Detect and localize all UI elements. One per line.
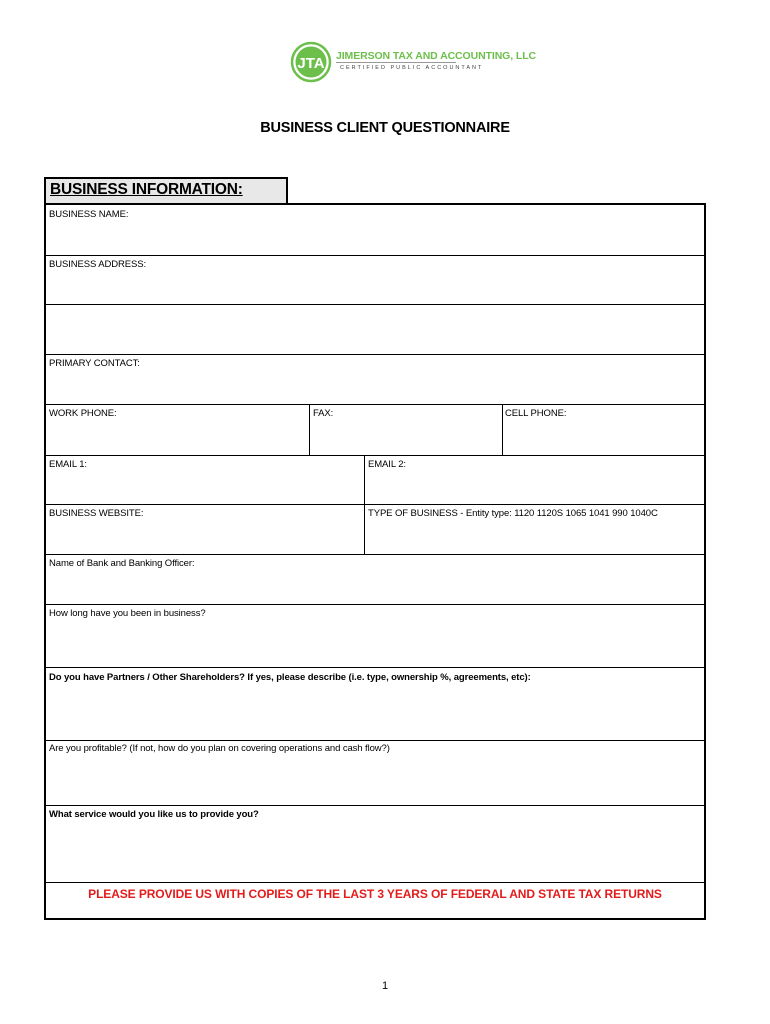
how-long-label: How long have you been in business? — [49, 608, 206, 619]
partners-label: Do you have Partners / Other Shareholders? If yes, please describe (i.e. type, ownership %, agreements, etc): — [49, 672, 531, 683]
email-2-label: EMAIL 2: — [368, 459, 406, 470]
primary-contact-label: PRIMARY CONTACT: — [49, 358, 140, 369]
divider — [46, 667, 704, 668]
tax-returns-notice: PLEASE PROVIDE US WITH COPIES OF THE LAST 3 YEARS OF FEDERAL AND STATE TAX RETURNS — [88, 887, 662, 901]
divider — [364, 455, 365, 555]
logo-company-name: JIMERSON TAX AND ACCOUNTING, LLC — [336, 50, 536, 62]
profitable-label: Are you profitable? (If not, how do you plan on covering operations and cash flow?) — [49, 743, 390, 754]
divider — [46, 554, 704, 555]
divider — [46, 805, 704, 806]
cell-phone-label: CELL PHONE: — [505, 408, 567, 419]
logo-monogram: JTA — [297, 55, 325, 72]
divider — [46, 354, 704, 355]
logo-divider — [336, 62, 456, 63]
service-label: What service would you like us to provide you? — [49, 809, 259, 820]
business-website-label: BUSINESS WEBSITE: — [49, 508, 144, 519]
work-phone-label: WORK PHONE: — [49, 408, 117, 419]
divider — [46, 604, 704, 605]
divider — [46, 255, 704, 256]
divider — [46, 455, 704, 456]
fax-label: FAX: — [313, 408, 334, 419]
company-logo — [290, 41, 536, 83]
divider — [46, 504, 704, 505]
type-of-business-label: TYPE OF BUSINESS - Entity type: 1120 1120S 1065 1041 990 1040C — [368, 508, 658, 519]
business-address-label: BUSINESS ADDRESS: — [49, 259, 147, 270]
divider — [46, 304, 704, 305]
email-1-label: EMAIL 1: — [49, 459, 87, 470]
divider — [46, 882, 704, 883]
section-header — [44, 177, 288, 203]
section-title: BUSINESS INFORMATION: — [50, 181, 243, 198]
business-name-label: BUSINESS NAME: — [49, 209, 129, 220]
jta-monogram-icon — [290, 41, 334, 83]
logo-tagline: CERTIFIED PUBLIC ACCOUNTANT — [340, 65, 484, 71]
business-information-form — [44, 203, 706, 920]
document-title: BUSINESS CLIENT QUESTIONNAIRE — [260, 120, 510, 136]
divider — [502, 404, 503, 455]
page-number: 1 — [381, 980, 389, 992]
divider — [46, 740, 704, 741]
divider — [309, 404, 310, 455]
divider — [46, 404, 704, 405]
bank-label: Name of Bank and Banking Officer: — [49, 558, 195, 569]
